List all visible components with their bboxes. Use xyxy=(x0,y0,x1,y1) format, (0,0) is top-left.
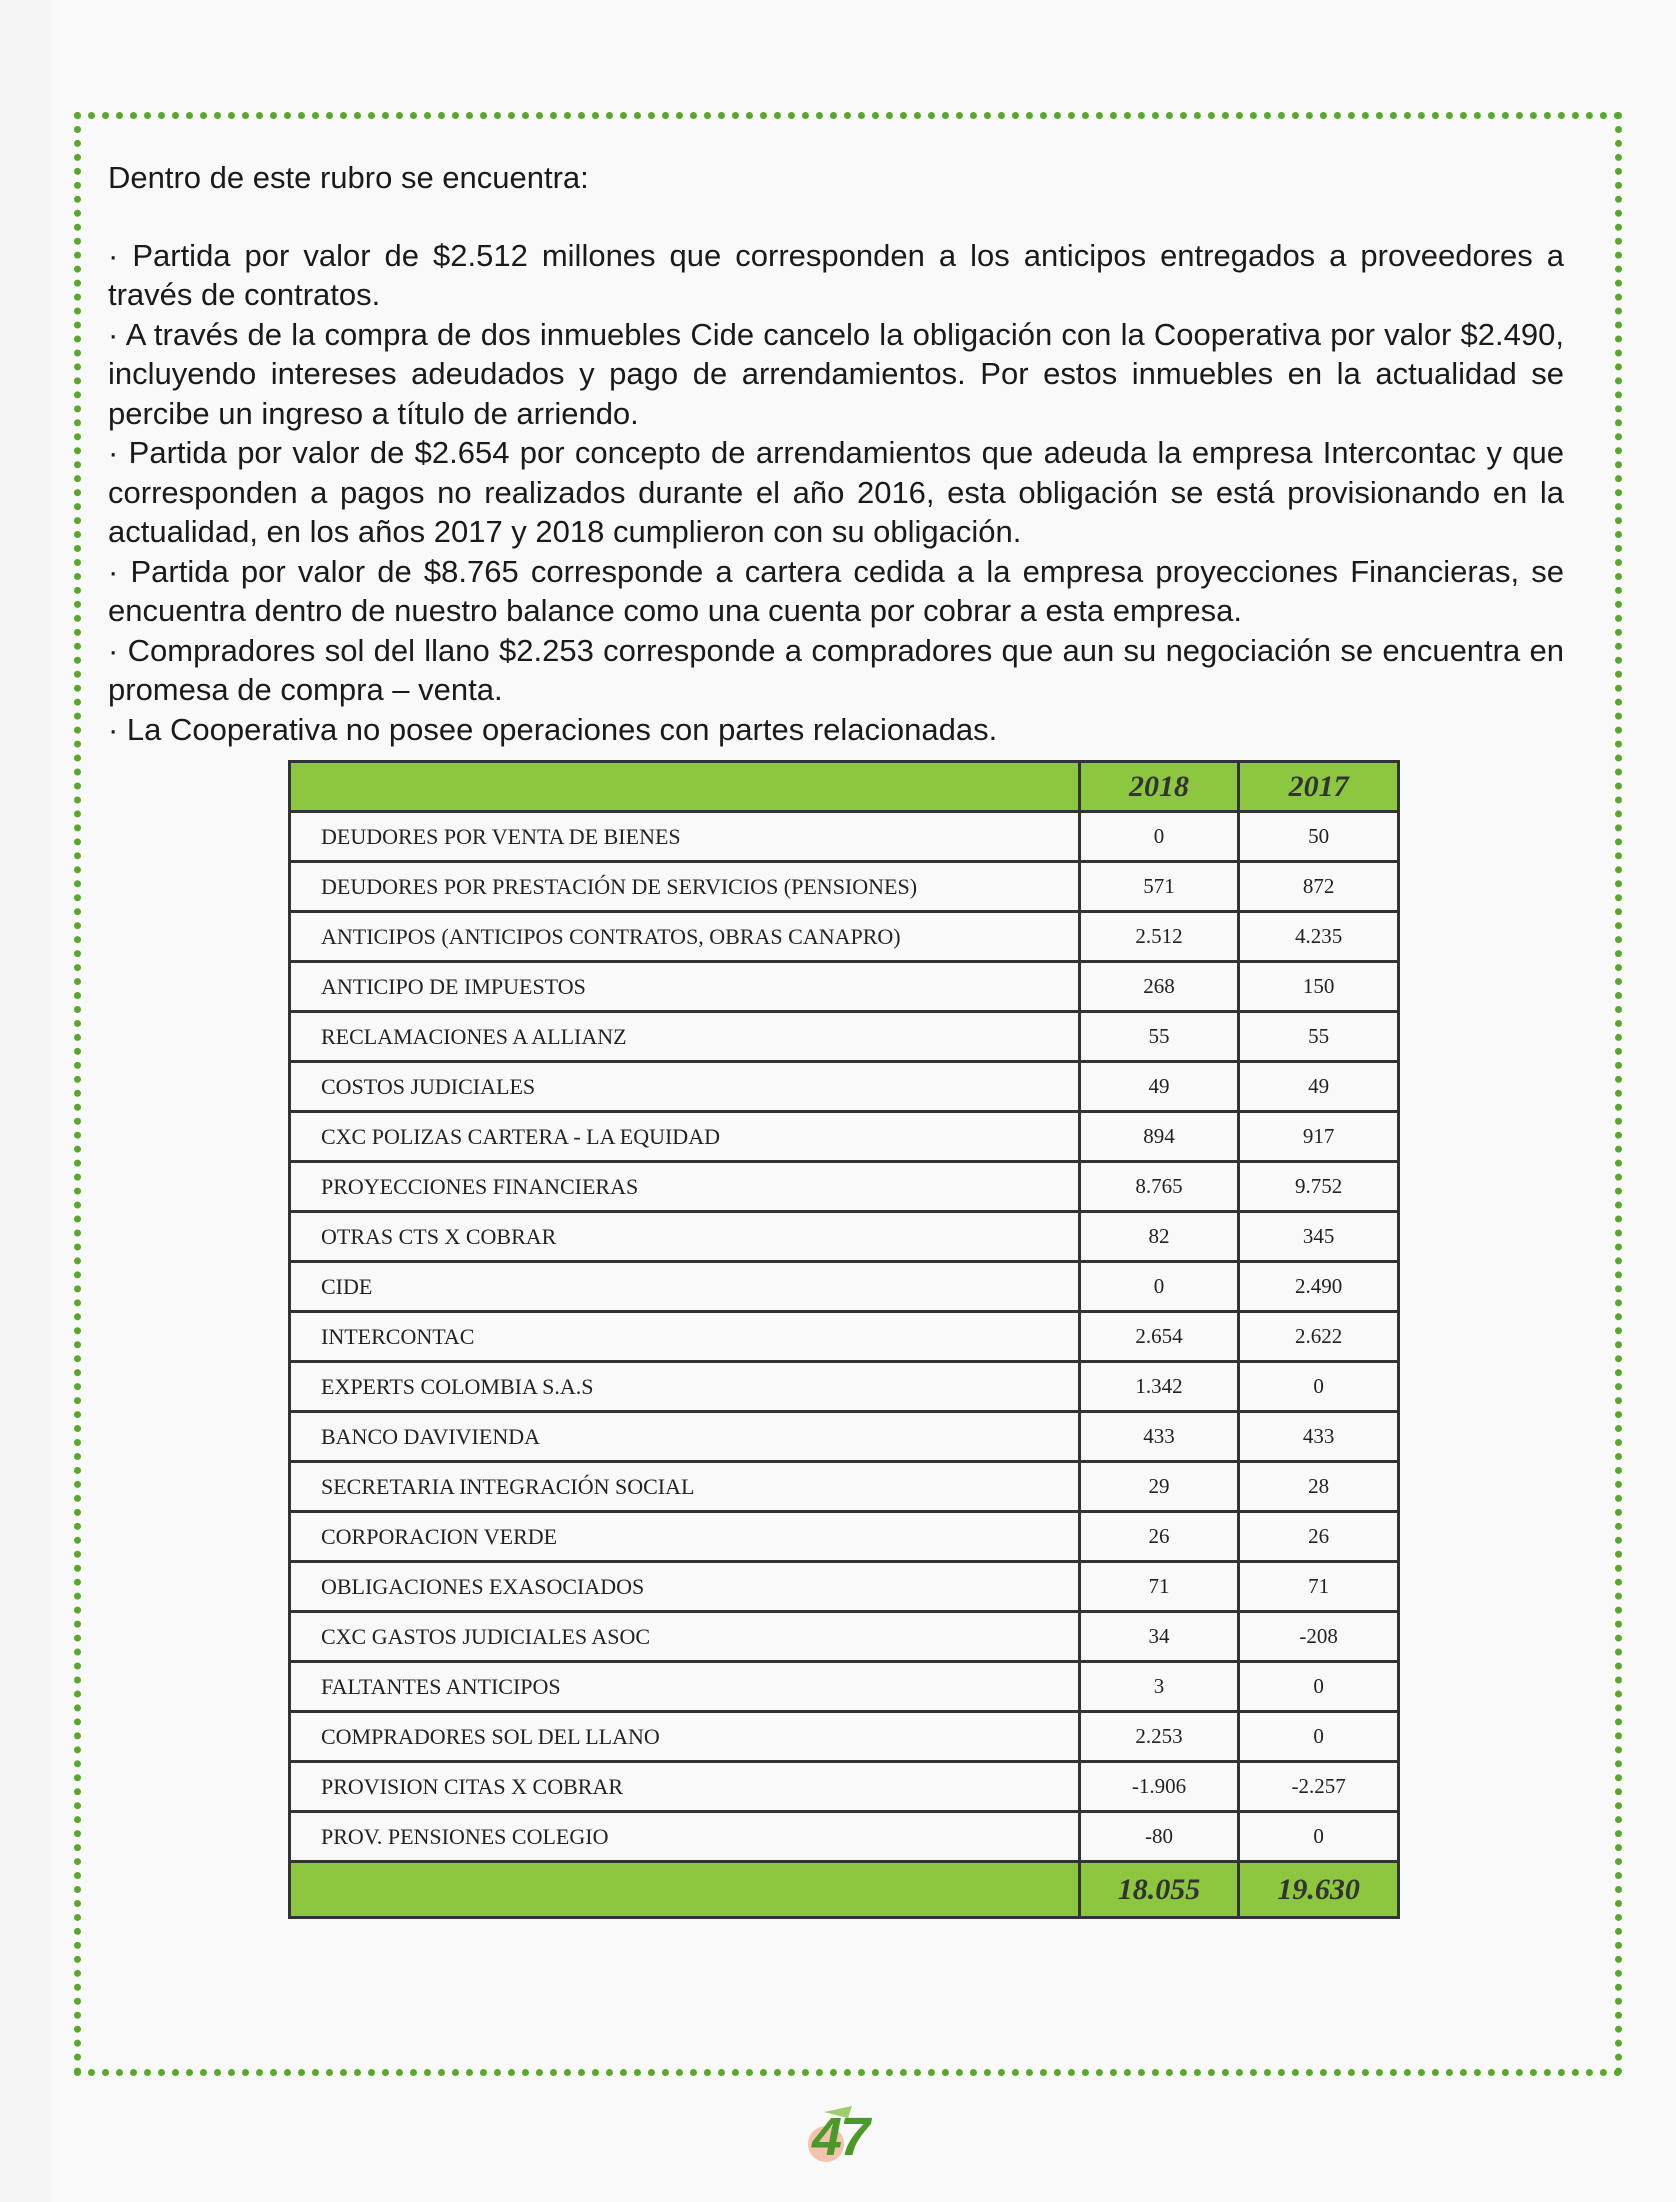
row-label: PROV. PENSIONES COLEGIO xyxy=(290,1812,1080,1862)
total-2018: 18.055 xyxy=(1079,1862,1239,1918)
value-2018: -1.906 xyxy=(1079,1762,1239,1812)
header-2018: 2018 xyxy=(1079,762,1239,812)
value-2017: 26 xyxy=(1239,1512,1399,1562)
value-2017: 150 xyxy=(1239,962,1399,1012)
table-row xyxy=(290,862,1399,912)
value-2018: 34 xyxy=(1079,1612,1239,1662)
value-2018: 82 xyxy=(1079,1212,1239,1262)
row-label: CXC POLIZAS CARTERA - LA EQUIDAD xyxy=(290,1112,1080,1162)
receivables-table xyxy=(288,760,1400,1919)
value-2017: 9.752 xyxy=(1239,1162,1399,1212)
value-2017: 4.235 xyxy=(1239,912,1399,962)
table-row xyxy=(290,1662,1399,1712)
row-label: ANTICIPO DE IMPUESTOS xyxy=(290,962,1080,1012)
row-label: DEUDORES POR PRESTACIÓN DE SERVICIOS (PENSIONES) xyxy=(290,862,1080,912)
bullet-paragraph: · Partida por valor de $8.765 corresponde a cartera cedida a la empresa proyecciones Financieras, se encuentra dentro de nuestro balance como una cuenta por cobrar a esta empresa. xyxy=(108,553,1564,628)
value-2018: 3 xyxy=(1079,1662,1239,1712)
value-2017: 0 xyxy=(1239,1812,1399,1862)
row-label: ANTICIPOS (ANTICIPOS CONTRATOS, OBRAS CANAPRO) xyxy=(290,912,1080,962)
value-2017: 55 xyxy=(1239,1012,1399,1062)
page-number-badge xyxy=(804,2104,884,2174)
value-2018: 26 xyxy=(1079,1512,1239,1562)
row-label: SECRETARIA INTEGRACIÓN SOCIAL xyxy=(290,1462,1080,1512)
header-label-cell xyxy=(290,762,1080,812)
header-2017: 2017 xyxy=(1239,762,1399,812)
table-row xyxy=(290,1312,1399,1362)
row-label: CIDE xyxy=(290,1262,1080,1312)
row-label: CORPORACION VERDE xyxy=(290,1512,1080,1562)
table-row xyxy=(290,1512,1399,1562)
value-2018: 0 xyxy=(1079,812,1239,862)
table-row xyxy=(290,1162,1399,1212)
value-2017: 0 xyxy=(1239,1362,1399,1412)
row-label: RECLAMACIONES A ALLIANZ xyxy=(290,1012,1080,1062)
value-2018: 894 xyxy=(1079,1112,1239,1162)
row-label: OBLIGACIONES EXASOCIADOS xyxy=(290,1562,1080,1612)
table-row xyxy=(290,1112,1399,1162)
row-label: PROYECCIONES FINANCIERAS xyxy=(290,1162,1080,1212)
intro-paragraph: Dentro de este rubro se encuentra: xyxy=(108,160,589,195)
table-row xyxy=(290,1262,1399,1312)
value-2018: 49 xyxy=(1079,1062,1239,1112)
table-row xyxy=(290,1062,1399,1112)
row-label: COSTOS JUDICIALES xyxy=(290,1062,1080,1112)
value-2017: -208 xyxy=(1239,1612,1399,1662)
table-row xyxy=(290,1562,1399,1612)
table-row xyxy=(290,1812,1399,1862)
bullet-paragraph: · Partida por valor de $2.512 millones que corresponden a los anticipos entregados a proveedores a través de contratos. xyxy=(108,237,1564,312)
value-2017: 2.490 xyxy=(1239,1262,1399,1312)
bullet-paragraph: · Compradores sol del llano $2.253 corresponde a compradores que aun su negociación se encuentra en promesa de compra – venta. xyxy=(108,632,1564,707)
bullet-paragraph: · A través de la compra de dos inmuebles Cide cancelo la obligación con la Cooperativa por valor $2.490, incluyendo intereses adeudados y pago de arrendamientos. Por estos inmuebles en la actualidad se percibe un ingreso a título de arriendo. xyxy=(108,316,1564,431)
bullet-paragraph: · La Cooperativa no posee operaciones con partes relacionadas. xyxy=(108,711,998,747)
value-2018: -80 xyxy=(1079,1812,1239,1862)
table-row xyxy=(290,812,1399,862)
table-row xyxy=(290,962,1399,1012)
value-2017: 71 xyxy=(1239,1562,1399,1612)
table-row xyxy=(290,1212,1399,1262)
value-2018: 8.765 xyxy=(1079,1162,1239,1212)
total-2017: 19.630 xyxy=(1239,1862,1399,1918)
page-number: 47 xyxy=(812,2107,869,2167)
value-2018: 0 xyxy=(1079,1262,1239,1312)
value-2018: 2.512 xyxy=(1079,912,1239,962)
value-2017: -2.257 xyxy=(1239,1762,1399,1812)
value-2018: 29 xyxy=(1079,1462,1239,1512)
value-2018: 571 xyxy=(1079,862,1239,912)
value-2017: 345 xyxy=(1239,1212,1399,1262)
table-header-row xyxy=(290,762,1399,812)
value-2017: 917 xyxy=(1239,1112,1399,1162)
row-label: COMPRADORES SOL DEL LLANO xyxy=(290,1712,1080,1762)
row-label: PROVISION CITAS X COBRAR xyxy=(290,1762,1080,1812)
row-label: INTERCONTAC xyxy=(290,1312,1080,1362)
value-2017: 28 xyxy=(1239,1462,1399,1512)
row-label: FALTANTES ANTICIPOS xyxy=(290,1662,1080,1712)
value-2018: 71 xyxy=(1079,1562,1239,1612)
total-row xyxy=(290,1862,1399,1918)
value-2017: 50 xyxy=(1239,812,1399,862)
table-row xyxy=(290,1762,1399,1812)
total-label xyxy=(290,1862,1080,1918)
table-row xyxy=(290,1712,1399,1762)
row-label: DEUDORES POR VENTA DE BIENES xyxy=(290,812,1080,862)
bullet-paragraph: · Partida por valor de $2.654 por concepto de arrendamientos que adeuda la empresa Intercontac y que corresponden a pagos no realizados durante el año 2016, esta obligación se está provisionando en la actualidad, en los años 2017 y 2018 cumplieron con su obligación. xyxy=(108,435,1564,549)
table-row xyxy=(290,1362,1399,1412)
value-2017: 433 xyxy=(1239,1412,1399,1462)
value-2017: 0 xyxy=(1239,1662,1399,1712)
table-row xyxy=(290,1462,1399,1512)
value-2018: 1.342 xyxy=(1079,1362,1239,1412)
table-row xyxy=(290,912,1399,962)
row-label: OTRAS CTS X COBRAR xyxy=(290,1212,1080,1262)
value-2017: 49 xyxy=(1239,1062,1399,1112)
value-2017: 872 xyxy=(1239,862,1399,912)
value-2017: 2.622 xyxy=(1239,1312,1399,1362)
value-2018: 2.253 xyxy=(1079,1712,1239,1762)
row-label: BANCO DAVIVIENDA xyxy=(290,1412,1080,1462)
table-row xyxy=(290,1612,1399,1662)
table-row xyxy=(290,1412,1399,1462)
value-2017: 0 xyxy=(1239,1712,1399,1762)
value-2018: 2.654 xyxy=(1079,1312,1239,1362)
table-row xyxy=(290,1012,1399,1062)
body-text xyxy=(108,158,1564,749)
value-2018: 433 xyxy=(1079,1412,1239,1462)
row-label: CXC GASTOS JUDICIALES ASOC xyxy=(290,1612,1080,1662)
row-label: EXPERTS COLOMBIA S.A.S xyxy=(290,1362,1080,1412)
value-2018: 268 xyxy=(1079,962,1239,1012)
value-2018: 55 xyxy=(1079,1012,1239,1062)
